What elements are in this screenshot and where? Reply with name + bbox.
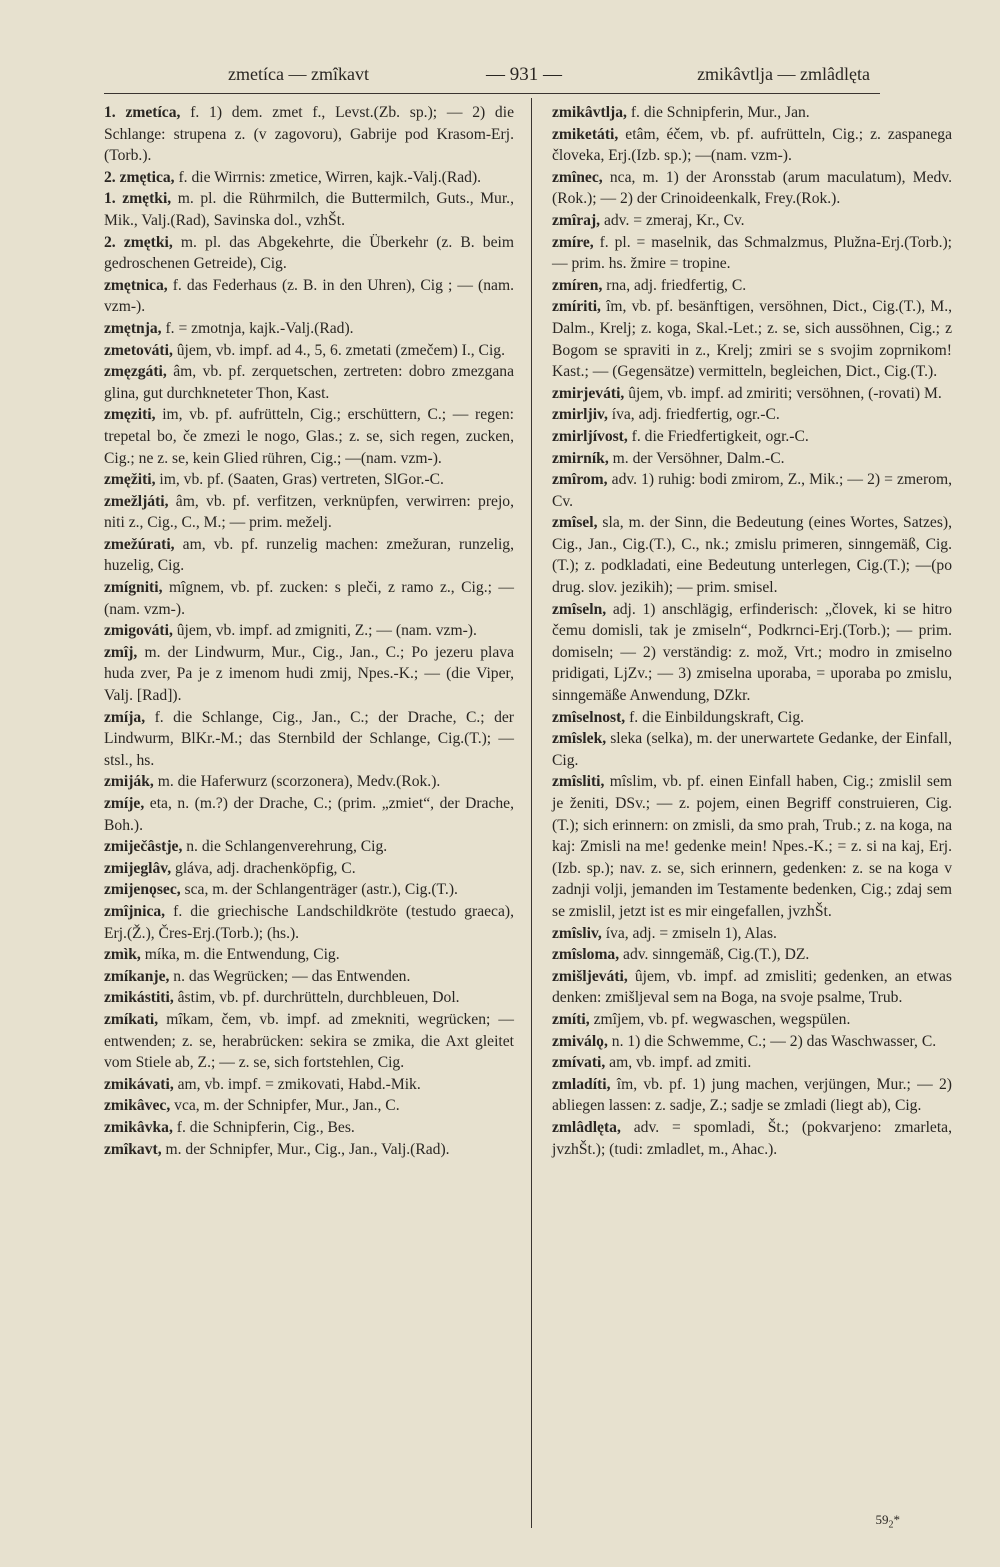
entry-headword: zmîj, xyxy=(104,643,138,661)
entry-definition: sla, m. der Sinn, die Bedeutung (eines Wortes, Satzes), Cig., Jan., Cig.(T.), C., nk.; zmislu primeren, sinngemäß, Cig.(T.); z. podkladati, eine Bedeutung unterlegen, Cig.(T.); —(po drug. slov. jezikih); — prim. smisel. xyxy=(552,514,952,597)
dictionary-entry xyxy=(552,124,952,167)
entry-definition: im, vb. pf. (Saaten, Gras) vertreten, SlGor.-C. xyxy=(155,471,444,489)
entry-headword: zmikávati, xyxy=(104,1075,174,1093)
entry-definition: íva, adj. = zmiseln 1), Alas. xyxy=(601,924,777,942)
entry-definition: eta, n. (m.?) der Drache, C.; (prim. „zmiet“, der Drache, Boh.). xyxy=(104,795,514,834)
entry-definition: m. pl. das Abgekehrte, die Überkehr (z. B. beim gedroschenen Getreide), Cig. xyxy=(104,233,514,273)
entry-headword: zmîseln, xyxy=(552,600,607,618)
entry-definition: f. 1) dem. zmet f., Levst.(Zb. sp.); — 2) die Schlange: strupena z. (v zagovoru), Gabrije pod Krasom-Erj.(Torb.). xyxy=(104,104,514,165)
entry-definition: m. pl. die Rührmilch, die Buttermilch, Guts., Mur., Mik., Valj.(Rad), Savinska dol., vzhŠt. xyxy=(104,190,514,229)
entry-headword: zmętnja, xyxy=(104,319,162,337)
entry-definition: n. 1) die Schwemme, C.; — 2) das Waschwasser, C. xyxy=(607,1032,937,1050)
dictionary-entry xyxy=(552,210,952,232)
entry-definition: m. die Haferwurz (scorzonera), Medv.(Rok.). xyxy=(153,773,441,791)
dictionary-entry xyxy=(104,1139,514,1161)
entry-headword: zmíja, xyxy=(104,708,146,726)
dictionary-entry xyxy=(104,534,514,577)
entry-definition: ûjem, vb. impf. ad 4., 5, 6. zmetati (zmečem) I., Cig. xyxy=(172,341,505,359)
entry-definition: f. die Schnipferin, Mur., Jan. xyxy=(626,104,810,121)
dictionary-entry xyxy=(104,361,514,404)
dictionary-entry xyxy=(552,296,952,382)
dictionary-entry xyxy=(104,1117,514,1139)
entry-definition: f. pl. = maselnik, das Schmalzmus, Plužna-Erj.(Torb.); — prim. hs. žmire = tropine. xyxy=(552,233,952,273)
dictionary-entry xyxy=(552,275,952,297)
dictionary-entry xyxy=(104,318,514,340)
entry-definition: mîkam, čem, vb. impf. ad zmekniti, wegrücken; — entwenden; z. se, herabrücken: sekira se zmika, die Axt gleitet vom Stiele ab, Z.; — z. se, sich fortstehlen, Cig. xyxy=(104,1010,514,1072)
entry-definition: sleka (selka), m. der unerwartete Gedanke, der Einfall, Cig. xyxy=(552,730,952,769)
entry-definition: gláva, adj. drachenköpfig, C. xyxy=(171,859,356,877)
entry-headword: zmîsliti, xyxy=(552,773,605,791)
dictionary-entry xyxy=(552,232,952,275)
entry-definition: etâm, éčem, vb. pf. aufrütteln, Cig.; z. zaspanega človeka, Erj.(Izb. sp.); —(nam. vzm-). xyxy=(552,125,952,165)
entry-headword: zmîjnica, xyxy=(104,902,166,920)
entry-headword: zmikâvtlja, xyxy=(552,104,627,121)
entry-definition: mîgnem, vb. pf. zucken: s pleči, z ramo z., Cig.; — (nam. vzm-). xyxy=(104,579,514,618)
header-right-guideword: zmikâvtlja — zmlâdlęta xyxy=(697,64,870,84)
dictionary-entry xyxy=(104,879,514,901)
entry-headword: zmikâvec, xyxy=(104,1097,171,1115)
dictionary-entry xyxy=(104,167,514,189)
entry-headword: zmíkanje, xyxy=(104,967,170,985)
entry-definition: am, vb. impf. = zmikovati, Habd.-Mik. xyxy=(173,1075,421,1093)
dictionary-entry xyxy=(104,642,514,707)
entry-definition: m. der Lindwurm, Mur., Cig., Jan., C.; Po jezeru plava huda zver, Pa je z imenom hudi zmij, Npes.-K.; — (die Viper, Valj. [Rad]). xyxy=(104,643,514,705)
dictionary-entry xyxy=(552,1074,952,1117)
dictionary-entry xyxy=(104,771,514,793)
right-column xyxy=(552,102,952,1160)
entry-headword: zmlâdlęta, xyxy=(552,1118,621,1136)
entry-headword: zmiječâstje, xyxy=(104,838,183,856)
dictionary-entry xyxy=(552,426,952,448)
entry-definition: f. die Schnipferin, Cig., Bes. xyxy=(172,1118,355,1136)
entry-headword: zmíti, xyxy=(552,1010,590,1028)
dictionary-entry xyxy=(104,858,514,880)
entry-definition: âstim, vb. pf. durchrütteln, durchbleuen, Dol. xyxy=(173,989,460,1007)
entry-definition: adv. = spomladi, Št.; (pokvarjeno: zmarleta, jvzhŠt.); (tudi: zmladlet, m., Ahac.). xyxy=(552,1118,952,1158)
entry-definition: rna, adj. friedfertig, C. xyxy=(602,276,747,294)
header-left-guideword: zmetíca — zmîkavt xyxy=(228,64,369,84)
dictionary-entry xyxy=(552,469,952,512)
entry-headword: zmirljívost, xyxy=(552,427,628,445)
dictionary-entry xyxy=(104,966,514,988)
dictionary-entry xyxy=(552,1052,952,1074)
entry-definition: ûjem, vb. impf. ad zmiriti; versöhnen, (-rovati) M. xyxy=(624,384,942,402)
entry-headword: zmirljiv, xyxy=(552,406,608,424)
signature-number: 59 xyxy=(875,1512,889,1527)
page-number: — 931 — xyxy=(486,64,562,85)
entry-definition: adv. 1) ruhig: bodi zmirom, Z., Mik.; — 2) = zmerom, Cv. xyxy=(552,471,952,510)
dictionary-entry xyxy=(552,1031,952,1053)
dictionary-entry xyxy=(552,599,952,707)
dictionary-entry xyxy=(104,469,514,491)
entry-headword: zmladíti, xyxy=(552,1075,611,1093)
entry-definition: vca, m. der Schnipfer, Mur., Jan., C. xyxy=(170,1097,400,1115)
entry-headword: zmígniti, xyxy=(104,579,163,597)
entry-headword: zmîkavt, xyxy=(104,1140,162,1158)
entry-headword: zmišljeváti, xyxy=(552,967,628,985)
entry-headword: zmetováti, xyxy=(104,341,173,359)
entry-definition: f. die Friedfertigkeit, ogr.-C. xyxy=(627,427,809,445)
dictionary-entry xyxy=(104,102,514,167)
signature-star: * xyxy=(893,1512,900,1527)
entry-definition: nca, m. 1) der Aronsstab (arum maculatum), Medv.(Rok.); — 2) der Crinoideenkalk, Frey.(Rok.). xyxy=(552,168,952,208)
entry-definition: zmîjem, vb. pf. wegwaschen, wegspülen. xyxy=(589,1010,851,1028)
entry-definition: adj. 1) anschlägig, erfinderisch: „človek, ki se hitro čemu domisli, tak je zmiseln“, Podkrnci-Erj.(Torb.); — prim. domiseln; — 2) verständig: z. mož, Vrt.; modro in zmiselno pridigati, LjZv.; — 3) zmiselna uporaba, = uporaba po zmislu, sinngemäße Anwendung, DZkr. xyxy=(552,600,952,705)
dictionary-entry xyxy=(552,728,952,771)
dictionary-entry xyxy=(552,167,952,210)
dictionary-entry xyxy=(104,836,514,858)
dictionary-entry xyxy=(552,707,952,729)
entry-definition: sca, m. der Schlangenträger (astr.), Cig.(T.). xyxy=(180,881,458,899)
entry-headword: zmînec, xyxy=(552,168,603,186)
entry-headword: zmiválǫ, xyxy=(552,1032,608,1050)
dictionary-entry xyxy=(104,620,514,642)
entry-headword: zmigováti, xyxy=(104,622,173,640)
entry-definition: mîslim, vb. pf. einen Einfall haben, Cig.; zmislil sem je ženiti, DSv.; — z. pojem, einen Begriff construieren, Cig.(T.); sich erinnern: on zmisli, da smo prah, Trub.; z. na koga, na kaj: Zmisli na me! gedenke mein! Npes.-K.; = z. si na kaj, Erj.(Izb. sp.); nav. z. se, sich erinnern, gedenken: z. se na koga v zadnji volji, jemanden im Testamente bedenken, Cig.; zdaj sem se zmislil, jetzt ist es mir eingefallen, jvzhŠt. xyxy=(552,773,952,920)
column-divider xyxy=(531,98,532,1528)
entry-headword: zmikâvka, xyxy=(104,1118,173,1136)
dictionary-entry xyxy=(552,771,952,922)
dictionary-entry xyxy=(104,1074,514,1096)
entry-definition: f. das Federhaus (z. B. in den Uhren), Cig ; — (nam. vzm-). xyxy=(104,276,514,316)
entry-definition: f. die Wirrnis: zmetice, Wirren, kajk.-Valj.(Rad). xyxy=(174,168,482,186)
entry-headword: zmętnica, xyxy=(104,276,168,294)
dictionary-entry xyxy=(552,1117,952,1160)
entry-headword: zmęžiti, xyxy=(104,471,156,489)
entry-definition: míka, m. die Entwendung, Cig. xyxy=(140,946,340,964)
dictionary-entry xyxy=(104,491,514,534)
dictionary-entry xyxy=(104,188,514,231)
entry-headword: zmíje, xyxy=(104,795,145,812)
entry-definition: am, vb. pf. runzelig machen: zmežuran, runzelig, huzelig, Cig. xyxy=(104,535,514,575)
entry-headword: zmijenǫsec, xyxy=(104,881,181,899)
entry-definition: adv. sinngemäß, Cig.(T.), DZ. xyxy=(619,946,810,964)
dictionary-entry xyxy=(552,966,952,1009)
left-column xyxy=(104,102,514,1160)
entry-headword: 2. zmętica, xyxy=(104,168,175,186)
entry-definition: ûjem, vb. impf. ad zmisliti; gedenken, an etwas denken: zmišljeval sem na Boga, na svoje psalme, Trub. xyxy=(552,967,952,1007)
dictionary-entry xyxy=(104,901,514,944)
dictionary-entry xyxy=(552,944,952,966)
entry-definition: îm, vb. pf. 1) jung machen, verjüngen, Mur.; — 2) abliegen lassen: z. sadje, Z.; sadje se zmladi (liegt ab), Cig. xyxy=(552,1075,952,1115)
dictionary-entry xyxy=(104,793,514,836)
dictionary-entry xyxy=(552,1009,952,1031)
entry-definition: âm, vb. pf. zerquetschen, zertreten: dobro zmezgana glina, gut durchkneteter Thon, Kast. xyxy=(104,363,514,402)
entry-headword: zmíriti, xyxy=(552,298,601,316)
dictionary-entry xyxy=(104,232,514,275)
entry-headword: zmîsliv, xyxy=(552,924,602,942)
running-header xyxy=(100,60,880,86)
header-rule xyxy=(104,93,880,94)
dictionary-entry xyxy=(552,102,952,124)
entry-definition: m. der Schnipfer, Mur., Cig., Jan., Valj.(Rad). xyxy=(161,1140,450,1158)
entry-headword: zmîrom, xyxy=(552,471,608,489)
entry-definition: am, vb. impf. ad zmiti. xyxy=(605,1054,752,1072)
signature-sub: 2 xyxy=(888,1519,894,1531)
entry-headword: zmíren, xyxy=(552,276,603,294)
entry-headword: zmijeglâv, xyxy=(104,859,172,877)
dictionary-entry xyxy=(552,448,952,470)
entry-definition: îm, vb. pf. besänftigen, versöhnen, Dict., Cig.(T.), M., Dalm., Krelj; z. koga, Skal.-Let.; z. se, sich aussöhnen, Cig.; z Bogom se spraviti in z., Krelj; zmiri se s svojim zoprnikom! Kast.; — (Gegensätze) vermitteln, begleichen, Dict., Cig.(T.). xyxy=(552,298,952,381)
dictionary-entry xyxy=(104,987,514,1009)
entry-headword: zmîraj, xyxy=(552,211,601,229)
entry-headword: zmîslek, xyxy=(552,730,607,748)
dictionary-entry xyxy=(552,404,952,426)
dictionary-entry xyxy=(104,340,514,362)
entry-definition: âm, vb. pf. verfitzen, verknüpfen, verwirren: prejo, niti z., Cig., C., M.; — prim. meželj. xyxy=(104,492,514,532)
entry-definition: n. die Schlangenverehrung, Cig. xyxy=(182,838,388,856)
dictionary-entry xyxy=(104,707,514,772)
entry-headword: 1. zmetíca, xyxy=(104,104,181,121)
entry-headword: zmîsloma, xyxy=(552,946,620,964)
entry-headword: zmirník, xyxy=(552,449,609,467)
entry-headword: zmežúrati, xyxy=(104,535,175,553)
dictionary-entry xyxy=(552,512,952,598)
entry-headword: 1. zmętki, xyxy=(104,190,172,208)
entry-headword: zmíkati, xyxy=(104,1010,159,1028)
entry-headword: zmíre, xyxy=(552,233,594,251)
entry-definition: íva, adj. friedfertig, ogr.-C. xyxy=(607,406,780,424)
dictionary-entry xyxy=(104,944,514,966)
entry-headword: zmęzgáti, xyxy=(104,363,167,381)
entry-definition: im, vb. pf. aufrütteln, Cig.; erschüttern, C.; — regen: trepetal bo, če zmezi le nogo, Glas.; z. se, sich regen, zucken, Cig.; ne z. se, kein Glied rühren, Cig.; —(nam. vzm-). xyxy=(104,406,514,467)
entry-definition: ûjem, vb. impf. ad zmigniti, Z.; — (nam. vzm-). xyxy=(172,622,477,640)
entry-headword: zmiketáti, xyxy=(552,125,619,143)
dictionary-entry xyxy=(104,577,514,620)
entry-headword: zmežljáti, xyxy=(104,492,169,510)
entry-headword: zmívati, xyxy=(552,1054,606,1072)
dictionary-entry xyxy=(104,404,514,469)
entry-headword: zmikástiti, xyxy=(104,989,174,1007)
entry-headword: zmìk, xyxy=(104,946,141,964)
entry-definition: n. das Wegrücken; — das Entwenden. xyxy=(169,967,411,985)
entry-definition: adv. = zmeraj, Kr., Cv. xyxy=(600,211,745,229)
entry-definition: f. die Einbildungskraft, Cig. xyxy=(625,708,805,726)
entry-definition: m. der Versöhner, Dalm.-C. xyxy=(608,449,785,467)
dictionary-entry xyxy=(104,1095,514,1117)
entry-headword: zmęziti, xyxy=(104,406,156,424)
dictionary-entry xyxy=(552,923,952,945)
entry-headword: 2. zmętki, xyxy=(104,233,173,251)
dictionary-entry xyxy=(104,275,514,318)
printer-signature xyxy=(876,1512,901,1531)
entry-definition: f. die Schlange, Cig., Jan., C.; der Drache, C.; der Lindwurm, BlKr.-M.; das Sternbild der Schlange, Cig.(T.); — stsl., hs. xyxy=(104,708,514,769)
dictionary-entry xyxy=(552,383,952,405)
entry-definition: f. die griechische Landschildkröte (testudo graeca), Erj.(Ž.), Čres-Erj.(Torb.); (hs.). xyxy=(104,902,514,942)
entry-headword: zmiják, xyxy=(104,773,154,791)
dictionary-entry xyxy=(104,1009,514,1074)
entry-headword: zmirjeváti, xyxy=(552,384,625,402)
entry-definition: f. = zmotnja, kajk.-Valj.(Rad). xyxy=(161,319,354,337)
entry-headword: zmîselnost, xyxy=(552,708,626,726)
entry-headword: zmîsel, xyxy=(552,514,598,532)
